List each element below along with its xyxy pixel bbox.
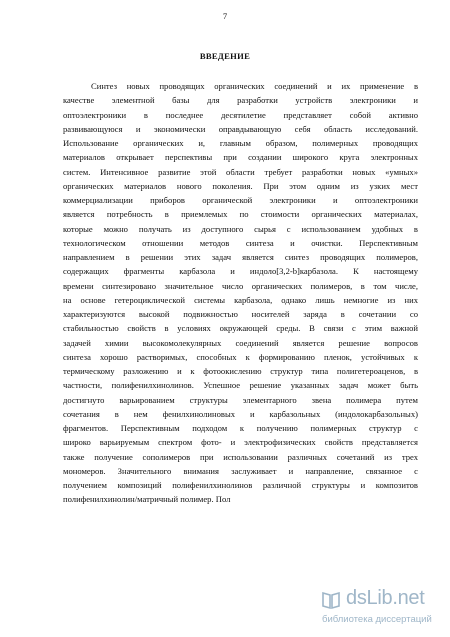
watermark-subtitle: библиотека диссертаций: [322, 614, 432, 625]
text-line: термическому разложению и к фотоокислению структур типа полигетероаценов, в: [63, 366, 418, 376]
text-line: частности, полифенилхинолинов. Успешное решение указанных задач может быть: [63, 380, 418, 391]
text-line: Использование органических и, главным образом, полимерных проводящих: [63, 138, 418, 148]
text-line: сочетания в нем фенилхинолиновых и карбазольных (индолокарбазольных): [63, 408, 418, 419]
text-line: качестве элементной базы для разработки устройств электроники и: [63, 95, 418, 106]
book-icon: [320, 589, 342, 611]
text-line: Синтез новых проводящих органических соединений и их применение в: [91, 81, 418, 91]
text-line: стабильностью свойств в условиях окружающей среды. В связи с этим важной: [63, 323, 418, 334]
text-line: также получение сополимеров при использовании различных сочетаний из трех: [63, 451, 418, 462]
text-line: систем. Интенсивное развитие этой области требует разработки новых «умных»: [63, 166, 418, 177]
page-number: 7: [222, 11, 228, 21]
text-line: мономеров. Значительного внимания заслуживает и направление, связанное с: [63, 465, 418, 476]
text-line: задачей химии высокомолекулярных соединений является решение вопросов: [63, 337, 418, 348]
text-line: оптоэлектроники в последнее десятилетие представляет собой активно: [63, 109, 418, 120]
text-line: материалов открывает перспективы при создании широкого круга электронных: [63, 152, 418, 163]
text-line: органических материалов нового поколения. При этом одним из узких мест: [63, 180, 418, 191]
text-line: полифенилхинолин/матричный полимер. Пол: [63, 494, 231, 505]
text-line: достигнуто варьированием структуры элементарного звена полимера путем: [63, 394, 418, 405]
watermark: [320, 585, 448, 633]
text-line: синтеза хорошо растворимых, способных к формированию пленок, устойчивых к: [63, 351, 418, 362]
text-line: коммерциализации приборов органической электроники и оптоэлектроники: [63, 195, 418, 205]
body-text: [63, 79, 418, 507]
text-line: фрагментов. Перспективным подходом к получению полимерных структур с: [63, 423, 418, 433]
text-line: технологическом отношении методов синтеза и очистки. Перспективным: [63, 237, 418, 248]
text-line: содержащих фрагменты карбазола и индоло[3,2-b]карбазола. К настоящему: [63, 266, 418, 277]
section-heading: ВВЕДЕНИЕ: [199, 51, 251, 61]
text-line: характеризуются высокой подвижностью носителей заряда в сочетании со: [63, 309, 418, 319]
text-line: времени синтезировано значительное число органических полимеров, в том числе,: [63, 280, 418, 291]
watermark-brand: dsLib.net: [346, 587, 425, 609]
text-line: развивающуюся и экономически оправдывающую себя область исследований.: [63, 123, 418, 134]
text-line: является потребность в приемлемых по стоимости органических материалах,: [63, 209, 418, 220]
text-line: широко варьируемым спектром фото- и электрофизических свойств представляется: [63, 437, 418, 448]
text-line: которые можно получать из доступного сырья с использованием удобных в: [63, 223, 418, 234]
text-line: получением композиций полифенилхинолинов различной структуры и композитов: [63, 480, 418, 490]
text-line: направлением в решении этих задач является синтез проводящих полимеров,: [63, 252, 418, 262]
text-line: на основе гетероциклической системы карбазола, однако лишь немногие из них: [63, 294, 418, 305]
